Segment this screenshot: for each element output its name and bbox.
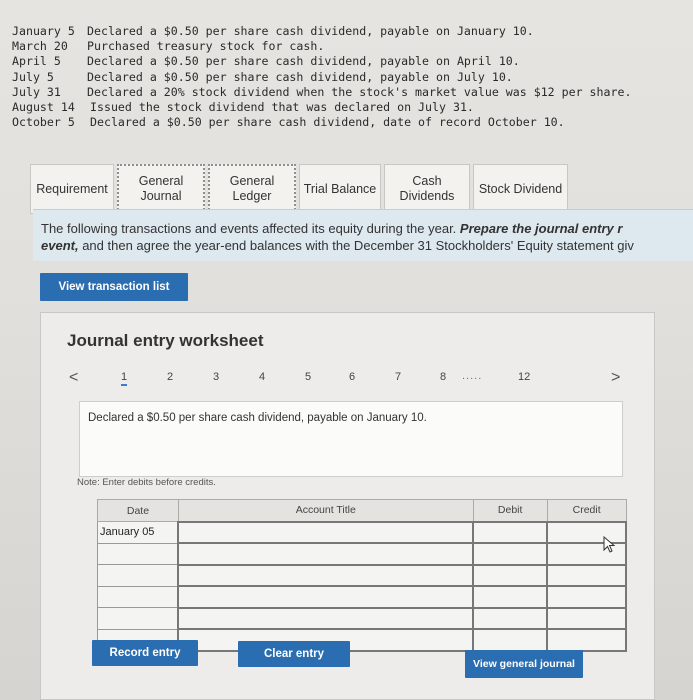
- table-row: [98, 522, 627, 544]
- debit-input[interactable]: [473, 565, 547, 587]
- col-date: Date: [98, 500, 179, 522]
- date-cell: [98, 608, 179, 630]
- credit-input[interactable]: [547, 629, 626, 651]
- view-general-journal-button[interactable]: View general journal: [465, 650, 583, 678]
- debit-input[interactable]: [473, 608, 547, 630]
- credit-input[interactable]: [547, 586, 626, 608]
- tab-cash-dividends[interactable]: Cash Dividends: [384, 164, 470, 214]
- col-debit: Debit: [473, 500, 547, 522]
- tab-general-ledger[interactable]: General Ledger: [208, 164, 296, 214]
- next-page-icon[interactable]: >: [611, 369, 621, 386]
- page-4[interactable]: 4: [259, 371, 266, 383]
- clear-entry-button[interactable]: Clear entry: [238, 641, 350, 667]
- prev-page-icon[interactable]: <: [69, 369, 79, 386]
- debit-input[interactable]: [473, 543, 547, 565]
- date-cell: [98, 543, 179, 565]
- account-input[interactable]: [178, 522, 473, 544]
- date-cell: January 05: [98, 522, 179, 544]
- mouse-cursor-icon: [603, 536, 617, 554]
- page-6[interactable]: 6: [349, 371, 356, 383]
- table-row: [98, 586, 627, 608]
- credit-input[interactable]: [547, 565, 626, 587]
- credit-input[interactable]: [547, 608, 626, 630]
- record-entry-button[interactable]: Record entry: [92, 640, 198, 666]
- view-transaction-list-button[interactable]: View transaction list: [40, 273, 188, 301]
- page-7[interactable]: 7: [395, 371, 402, 383]
- date-cell: [98, 565, 179, 587]
- transaction-list: [12, 24, 672, 130]
- debit-input[interactable]: [473, 629, 547, 651]
- tab-trial-balance[interactable]: Trial Balance: [299, 164, 381, 214]
- transaction-row: July 31 Declared a 20% stock dividend when the stock's market value was $12 per share.: [12, 84, 632, 99]
- entry-note: Note: Enter debits before credits.: [77, 477, 216, 488]
- transaction-description: Declared a $0.50 per share cash dividend, payable on January 10.: [79, 401, 623, 477]
- page-8[interactable]: 8: [440, 371, 447, 383]
- table-row: [98, 543, 627, 565]
- journal-table: [97, 499, 627, 652]
- page-12[interactable]: 12: [518, 371, 531, 383]
- page-5[interactable]: 5: [305, 371, 312, 383]
- debit-input[interactable]: [473, 522, 547, 544]
- debit-input[interactable]: [473, 586, 547, 608]
- tab-requirement[interactable]: Requirement: [30, 164, 114, 214]
- worksheet-title: Journal entry worksheet: [67, 331, 264, 350]
- page-ellipsis: .....: [462, 370, 483, 382]
- transaction-row: August 14 Issued the stock dividend that was declared on July 31.: [12, 100, 474, 115]
- table-row: [98, 565, 627, 587]
- date-cell: [98, 586, 179, 608]
- table-row: [98, 608, 627, 630]
- page-2[interactable]: 2: [167, 371, 174, 383]
- transaction-row: January 5 Declared a $0.50 per share cash dividend, payable on January 10.: [12, 24, 534, 38]
- transaction-row: October 5 Declared a $0.50 per share cash dividend, date of record October 10.: [12, 115, 565, 130]
- account-input[interactable]: [178, 586, 473, 608]
- page-3[interactable]: 3: [213, 371, 220, 383]
- page-1[interactable]: 1: [121, 371, 127, 386]
- account-input[interactable]: [178, 608, 473, 630]
- tab-stock-dividend[interactable]: Stock Dividend: [473, 164, 568, 214]
- transaction-row: March 20 Purchased treasury stock for cash.: [12, 39, 325, 54]
- col-credit: Credit: [547, 500, 626, 522]
- requirement-tabs: [30, 164, 568, 214]
- transaction-row: July 5 Declared a $0.50 per share cash dividend, payable on July 10.: [12, 69, 513, 84]
- tab-general-journal[interactable]: General Journal: [117, 164, 205, 214]
- account-input[interactable]: [178, 543, 473, 565]
- worksheet-pager: [41, 371, 656, 391]
- col-account-title: Account Title: [178, 500, 473, 522]
- instructions-box: The following transactions and events affected its equity during the year. Prepare the journal entry r event, and then agree the year-end balances with the December 31 Stockholders' Equity statement giv: [33, 209, 693, 261]
- account-input[interactable]: [178, 565, 473, 587]
- transaction-row: April 5 Declared a $0.50 per share cash dividend, payable on April 10.: [12, 54, 520, 69]
